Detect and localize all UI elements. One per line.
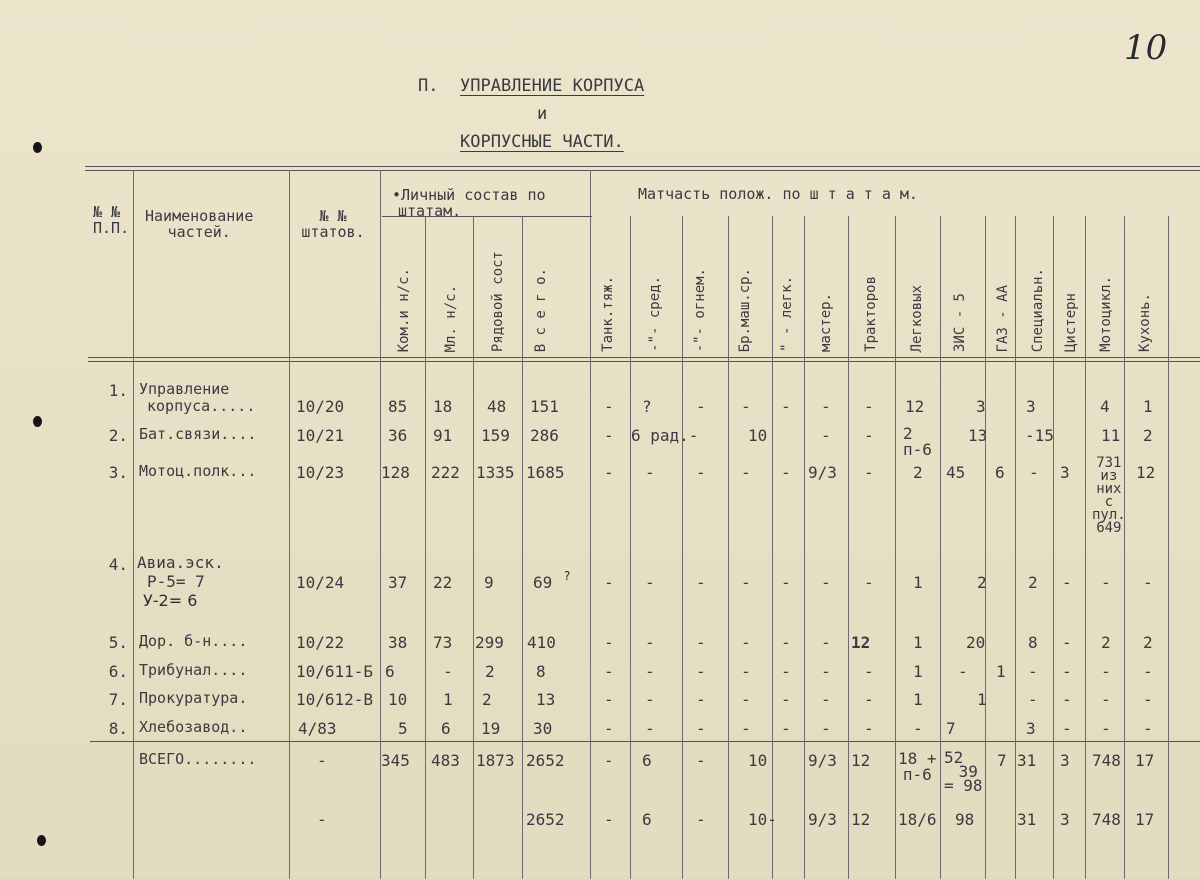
row-number: 3. [108,463,128,482]
cell-ryad: 48 [487,397,507,416]
cell-special: - [1028,690,1038,709]
header-shtat: № № штатов. [301,207,365,241]
row-name: Авиа.эск. Р-5= 7 У-2= 6 [137,553,224,610]
cell-zis5: 45 [946,463,966,482]
col-rule [133,170,134,879]
header-col-armored-light: " - легк. [779,276,795,352]
col-rule [1124,216,1125,879]
col-rule [940,216,941,879]
header-col-kitchens: Кухонь. [1137,292,1153,352]
cell-gaz-aa: 7 [997,751,1007,770]
header-col-zis5: ЗИС - 5 [952,292,968,352]
col-rule [772,216,773,879]
header-col-motorcycles: Мотоцикл. [1098,276,1114,352]
cell-armored-medium: 10- [748,810,777,829]
cell-kom: 128 [381,463,410,482]
header-col-tractors: Тракторов [863,276,879,352]
title-line-2: и [537,104,548,124]
cell-tractors: 12 [851,810,871,829]
cell-tank-flame: - [696,662,706,681]
header-col-special: Специальн. [1030,267,1046,352]
cell-ml: - [443,662,453,681]
cell-motorcycles: 4 [1100,397,1110,416]
cell-tank-heavy: - [604,751,614,770]
cell-tank-medium: - [645,690,655,709]
col-rule [728,216,729,879]
cell-motorcycles: - [1101,690,1111,709]
cell-tankers: - [1062,633,1072,652]
cell-zis5: 13 [968,426,988,445]
header-col-vsego: В с е г о. [533,267,549,352]
header-name: Наименование частей. [145,207,254,241]
cell-kom: 37 [388,573,408,592]
cell-shtat: 10/612-В [296,690,374,709]
cell-zis5: 98 [955,810,975,829]
cell-ryad: 1335 [476,463,515,482]
header-col-ml: Мл. н/с. [443,284,459,352]
row-number: 5. [108,633,128,652]
cell-tractors: - [864,573,874,592]
cell-vsego: 2652 [526,751,565,770]
cell-armored-light: - [781,463,791,482]
header-col-cars: Легковых [909,284,925,352]
cell-kitchens: 12 [1136,463,1156,482]
cell-kom: 345 [381,751,410,770]
cell-tank-flame: - [696,397,706,416]
cell-shtat: 10/21 [296,426,345,445]
row-number: 2. [108,426,128,445]
total-label: ВСЕГО........ [139,750,257,768]
header-materiel-group: Матчасть полож. по ш т а т а м. [638,185,918,203]
row-name: Хлебозавод.. [139,718,248,736]
title-roman: П. [418,76,439,96]
punch-hole-bottom [37,835,46,846]
cell-kom: 85 [388,397,408,416]
cell-workshop: - [821,719,831,738]
row-name: Прокуратура. [139,689,248,707]
row-number: 7. [108,690,128,709]
cell-cars: 2 [913,463,923,482]
table-top-rule [85,166,1200,171]
cell-motorcycles: 731 из них с пул. 649 [1092,455,1126,536]
cell-workshop: - [821,573,831,592]
header-bottom-rule [88,357,1200,362]
cell-shtat: 10/22 [296,633,345,652]
cell-motorcycles: 2 [1101,633,1111,652]
cell-motorcycles: - [1101,719,1111,738]
page-number: 10 [1124,28,1168,68]
cell-tankers: 3 [1060,810,1070,829]
cell-workshop: - [821,397,831,416]
cell-ryad: 2 [482,690,492,709]
cell-tank-heavy: - [604,690,614,709]
col-rule [289,170,290,879]
cell-ryad: 299 [475,633,504,652]
cell-special: -15 [1025,426,1054,445]
cell-tank-flame: - [696,751,706,770]
cell-vsego: 1685 [526,463,565,482]
cell-special: - [1029,463,1039,482]
cell-tankers: 3 [1060,751,1070,770]
cell-cars: 1 [913,573,923,592]
cell-ml: 483 [431,751,460,770]
cell-tank-medium: - [645,573,655,592]
cell-tank-heavy: - [604,662,614,681]
col-rule [1015,216,1016,879]
cell-workshop: 9/3 [808,463,837,482]
cell-tractors: - [864,397,874,416]
cell-tank-flame: - [696,633,706,652]
cell-armored-light: - [781,573,791,592]
cell-cars: 1 [913,690,923,709]
cell-tank-medium: 6 рад.- [631,426,699,445]
cell-zis5: 1 [977,690,987,709]
cell-tank-medium: - [645,719,655,738]
title-line-3: КОРПУСНЫЕ ЧАСТИ. [460,132,624,152]
col-rule [630,216,631,879]
cell-ryad: 159 [481,426,510,445]
cell-armored-medium: - [741,690,751,709]
cell-kitchens: - [1143,662,1153,681]
cell-kom: 36 [388,426,408,445]
cell-tankers: - [1062,719,1072,738]
cell-tank-heavy: - [604,463,614,482]
cell-armored-light: - [781,690,791,709]
cell-armored-medium: - [741,662,751,681]
col-rule [380,170,381,879]
header-col-gaz-aa: ГАЗ - АА [995,284,1011,352]
cell-zis5: 20 [966,633,986,652]
col-rule [1168,216,1169,879]
cell-armored-medium: - [741,397,751,416]
cell-kitchens: 1 [1143,397,1153,416]
cell-tank-flame: - [696,690,706,709]
cell-armored-medium: - [741,719,751,738]
row-name: Трибунал.... [139,661,248,679]
cell-vsego: 13 [536,690,556,709]
cell-special: 31 [1017,810,1037,829]
row-name: Управление корпуса..... [139,380,256,415]
cell-ml: 18 [433,397,453,416]
cell-ryad: 2 [485,662,495,681]
header-col-tank-medium: -"- сред. [647,276,663,352]
cell-workshop: - [821,633,831,652]
col-rule [985,216,986,879]
header-col-tank-flame: -"- огнем. [692,267,708,352]
cell-workshop: - [821,662,831,681]
cell-vsego-mark: ? [564,569,571,583]
cell-armored-medium: 10 [748,751,768,770]
cell-kitchens: - [1143,573,1153,592]
header-num: № № П.П. [93,203,130,237]
cell-kitchens: 2 [1143,426,1153,445]
cell-ml: 6 [441,719,451,738]
cell-zis5: 2 [977,573,987,592]
title-line-1: УПРАВЛЕНИЕ КОРПУСА [460,76,645,96]
cell-zis5: 3 [976,397,986,416]
cell-motorcycles: - [1101,662,1111,681]
col-rule [804,216,805,879]
cell-motorcycles: 748 [1092,810,1121,829]
cell-cars: - [913,719,923,738]
cell-kom: 5 [398,719,408,738]
col-rule [1053,216,1054,879]
cell-tank-flame: - [696,463,706,482]
col-rule [473,216,474,879]
col-rule [848,216,849,879]
header-col-armored-medium: Бр.маш.ср. [737,267,753,352]
cell-cars: 1 [913,662,923,681]
cell-armored-medium: - [741,633,751,652]
header-col-kom: Ком.и н/с. [396,267,412,352]
cell-shtat: 4/83 [298,719,337,738]
cell-cars: 12 [905,397,925,416]
cell-workshop: - [821,690,831,709]
cell-shtat: 10/20 [296,397,345,416]
header-col-tankers: Цистерн [1063,292,1079,352]
cell-workshop: - [821,426,831,445]
cell-tank-medium: - [645,463,655,482]
row-name: Дор. б-н.... [139,632,248,650]
cell-tank-heavy: - [604,810,614,829]
row-number: 6. [108,662,128,681]
cell-ryad: 1873 [476,751,515,770]
cell-tank-flame: - [696,810,706,829]
cell-special: 2 [1028,573,1038,592]
row-name: Мотоц.полк... [139,462,257,480]
cell-tankers: 3 [1060,463,1070,482]
cell-tractors: 12 [851,633,871,652]
cell-armored-light: - [781,397,791,416]
cell-kitchens: 17 [1135,810,1155,829]
cell-tractors: - [864,690,874,709]
cell-armored-medium: 10 [748,426,768,445]
row-name: Бат.связи.... [139,425,257,443]
cell-kom: 10 [388,690,408,709]
cell-tractors: - [864,426,874,445]
cell-vsego: 151 [530,397,559,416]
total-top-rule [90,741,1200,742]
cell-ryad: 19 [481,719,501,738]
header-col-ryad: Рядовой сост [490,250,506,352]
header-col-workshop: мастер. [818,292,834,352]
cell-special: 8 [1028,633,1038,652]
cell-zis5: - [958,662,968,681]
cell-ml: 73 [433,633,453,652]
cell-tank-medium: - [645,662,655,681]
row-number: 4. [108,555,128,574]
cell-zis5: 52 39 = 98 [944,748,983,795]
cell-armored-light: - [781,662,791,681]
cell-vsego: 2652 [526,810,565,829]
cell-motorcycles: - [1101,573,1111,592]
cell-tractors: - [864,463,874,482]
row-number: 1. [108,381,128,400]
cell-tank-medium: 6 [642,810,652,829]
cell-tank-heavy: - [604,633,614,652]
cell-tank-heavy: - [604,397,614,416]
cell-shtat: - [317,810,327,829]
cell-workshop: 9/3 [808,810,837,829]
col-rule [425,216,426,879]
cell-kitchens: 2 [1143,633,1153,652]
col-rule [895,216,896,879]
cell-tractors: - [864,662,874,681]
cell-workshop: 9/3 [808,751,837,770]
cell-special: 3 [1026,397,1036,416]
cell-tank-medium: ? [642,397,652,416]
cell-ml: 22 [433,573,453,592]
cell-special: - [1028,662,1038,681]
col-rule [1085,216,1086,879]
col-rule [522,216,523,879]
cell-shtat: 10/24 [296,573,345,592]
cell-tank-heavy: - [604,426,614,445]
cell-vsego: 286 [530,426,559,445]
header-personnel-group: •Личный состав по штатам. [392,186,546,220]
cell-special: 3 [1026,719,1036,738]
cell-tank-medium: 6 [642,751,652,770]
cell-gaz-aa: 6 [995,463,1005,482]
cell-kitchens: - [1143,690,1153,709]
cell-tank-medium: - [645,633,655,652]
cell-tankers: - [1062,573,1072,592]
cell-cars: 18/6 [898,810,937,829]
cell-tankers: - [1062,690,1072,709]
cell-motorcycles: 11 [1101,426,1121,445]
punch-hole-middle [33,416,42,427]
cell-shtat: - [317,751,327,770]
cell-tank-heavy: - [604,573,614,592]
cell-tank-flame: - [696,573,706,592]
cell-tank-heavy: - [604,719,614,738]
cell-cars: 18 + п-6 [898,749,937,784]
cell-armored-light: - [781,719,791,738]
cell-ml: 1 [443,690,453,709]
cell-ryad: 9 [484,573,494,592]
cell-vsego: 8 [536,662,546,681]
col-rule [590,170,591,879]
cell-special: 31 [1017,751,1037,770]
cell-ml: 222 [431,463,460,482]
cell-gaz-aa: 1 [996,662,1006,681]
cell-kom: 6 [385,662,395,681]
cell-armored-medium: - [741,573,751,592]
cell-vsego: 30 [533,719,553,738]
cell-zis5: 7 [946,719,956,738]
cell-shtat: 10/23 [296,463,345,482]
cell-ml: 91 [433,426,453,445]
punch-hole-top [33,142,42,153]
col-rule [682,216,683,879]
cell-tractors: - [864,719,874,738]
cell-kom: 38 [388,633,408,652]
cell-armored-medium: - [741,463,751,482]
cell-tank-flame: - [696,719,706,738]
cell-motorcycles: 748 [1092,751,1121,770]
cell-kitchens: - [1143,719,1153,738]
cell-cars: 2 п-6 [903,424,932,459]
cell-shtat: 10/611-Б [296,662,374,681]
cell-cars: 1 [913,633,923,652]
cell-tractors: 12 [851,751,871,770]
cell-vsego: 410 [527,633,556,652]
header-col-tank-heavy: Танк.тяж. [600,276,616,352]
cell-kitchens: 17 [1135,751,1155,770]
row-number: 8. [108,719,128,738]
cell-armored-light: - [781,633,791,652]
cell-tankers: - [1062,662,1072,681]
cell-vsego: 69 [533,573,553,592]
